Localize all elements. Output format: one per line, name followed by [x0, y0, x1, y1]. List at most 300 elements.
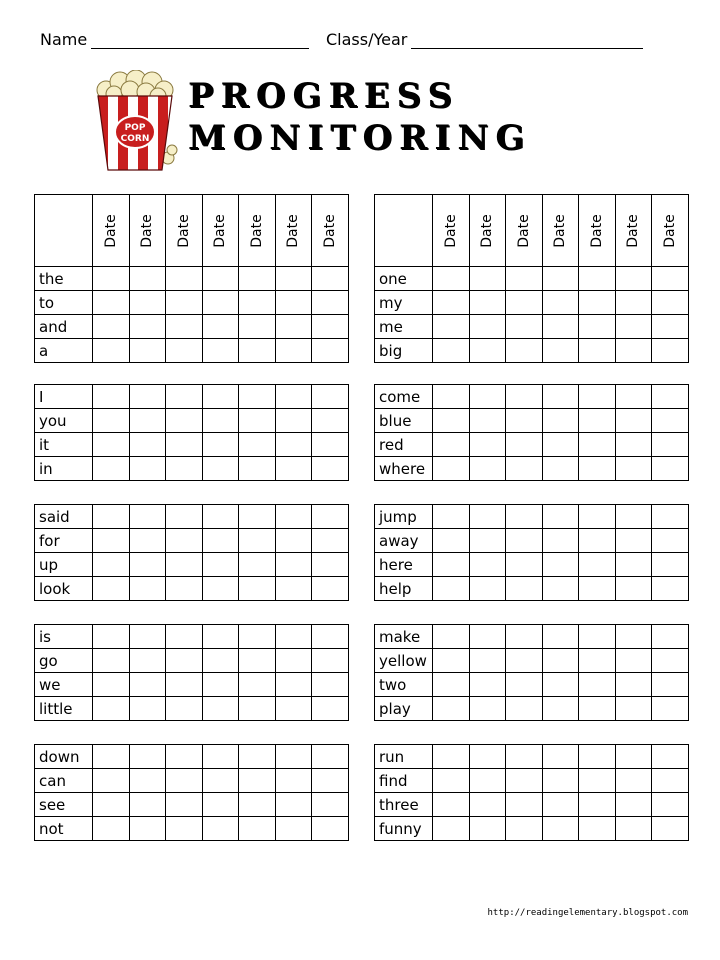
date-check-cell[interactable]: [93, 673, 130, 697]
date-check-cell[interactable]: [239, 673, 276, 697]
date-check-cell[interactable]: [312, 385, 349, 409]
date-check-cell[interactable]: [166, 409, 203, 433]
right-column-table-5: [374, 744, 689, 841]
date-check-cell[interactable]: [166, 745, 203, 769]
date-check-cell[interactable]: [579, 817, 616, 841]
date-check-cell[interactable]: [652, 745, 689, 769]
date-check-cell[interactable]: [93, 433, 130, 457]
date-check-cell[interactable]: [542, 745, 579, 769]
title-progress: PROGRESS: [188, 76, 460, 116]
date-check-cell[interactable]: [275, 817, 312, 841]
date-check-cell[interactable]: [579, 315, 616, 339]
date-check-cell[interactable]: [275, 339, 312, 363]
date-check-cell[interactable]: [312, 505, 349, 529]
date-check-cell[interactable]: [239, 649, 276, 673]
date-check-cell[interactable]: [129, 385, 166, 409]
date-check-cell[interactable]: [542, 625, 579, 649]
date-check-cell[interactable]: [312, 577, 349, 601]
date-check-cell[interactable]: [652, 673, 689, 697]
date-check-cell[interactable]: [275, 553, 312, 577]
date-check-cell[interactable]: [615, 649, 652, 673]
date-check-cell[interactable]: [312, 697, 349, 721]
date-check-cell[interactable]: [506, 745, 543, 769]
date-check-cell[interactable]: [202, 505, 239, 529]
date-check-cell[interactable]: [312, 649, 349, 673]
date-check-cell[interactable]: [93, 577, 130, 601]
date-check-cell[interactable]: [93, 267, 130, 291]
date-check-cell[interactable]: [129, 409, 166, 433]
date-check-cell[interactable]: [202, 793, 239, 817]
date-check-cell[interactable]: [239, 529, 276, 553]
date-check-cell[interactable]: [652, 577, 689, 601]
date-check-cell[interactable]: [166, 553, 203, 577]
date-check-cell[interactable]: [469, 673, 506, 697]
class-year-line[interactable]: [411, 32, 643, 49]
date-check-cell[interactable]: [579, 433, 616, 457]
date-check-cell[interactable]: [542, 291, 579, 315]
date-check-cell[interactable]: [93, 339, 130, 363]
date-check-cell[interactable]: [615, 457, 652, 481]
date-check-cell[interactable]: [652, 339, 689, 363]
date-check-cell[interactable]: [579, 649, 616, 673]
date-check-cell[interactable]: [275, 529, 312, 553]
date-check-cell[interactable]: [129, 553, 166, 577]
date-check-cell[interactable]: [202, 315, 239, 339]
date-check-cell[interactable]: [312, 267, 349, 291]
date-check-cell[interactable]: [615, 625, 652, 649]
date-check-cell[interactable]: [542, 457, 579, 481]
date-check-cell[interactable]: [93, 385, 130, 409]
date-check-cell[interactable]: [93, 409, 130, 433]
date-check-cell[interactable]: [202, 267, 239, 291]
date-check-cell[interactable]: [129, 315, 166, 339]
date-check-cell[interactable]: [433, 291, 470, 315]
date-check-cell[interactable]: [469, 577, 506, 601]
date-check-cell[interactable]: [312, 315, 349, 339]
date-check-cell[interactable]: [542, 529, 579, 553]
date-check-cell[interactable]: [433, 697, 470, 721]
date-check-cell[interactable]: [615, 673, 652, 697]
date-check-cell[interactable]: [239, 505, 276, 529]
date-check-cell[interactable]: [506, 291, 543, 315]
date-check-cell[interactable]: [129, 817, 166, 841]
date-check-cell[interactable]: [275, 625, 312, 649]
date-check-cell[interactable]: [239, 817, 276, 841]
date-check-cell[interactable]: [506, 505, 543, 529]
date-check-cell[interactable]: [129, 291, 166, 315]
name-line[interactable]: [91, 32, 309, 49]
date-check-cell[interactable]: [433, 577, 470, 601]
date-check-cell[interactable]: [166, 769, 203, 793]
date-check-cell[interactable]: [506, 673, 543, 697]
date-check-cell[interactable]: [615, 577, 652, 601]
date-check-cell[interactable]: [275, 769, 312, 793]
date-check-cell[interactable]: [469, 339, 506, 363]
date-check-cell[interactable]: [312, 553, 349, 577]
date-check-cell[interactable]: [202, 673, 239, 697]
date-check-cell[interactable]: [579, 529, 616, 553]
date-check-cell[interactable]: [652, 267, 689, 291]
date-check-cell[interactable]: [579, 339, 616, 363]
date-check-cell[interactable]: [166, 529, 203, 553]
date-check-cell[interactable]: [615, 291, 652, 315]
date-check-cell[interactable]: [275, 793, 312, 817]
date-check-cell[interactable]: [469, 267, 506, 291]
date-check-cell[interactable]: [93, 769, 130, 793]
date-check-cell[interactable]: [615, 315, 652, 339]
date-check-cell[interactable]: [129, 769, 166, 793]
date-check-cell[interactable]: [312, 409, 349, 433]
date-check-cell[interactable]: [275, 745, 312, 769]
date-check-cell[interactable]: [275, 649, 312, 673]
date-check-cell[interactable]: [433, 267, 470, 291]
date-check-cell[interactable]: [239, 625, 276, 649]
date-check-cell[interactable]: [542, 315, 579, 339]
date-check-cell[interactable]: [433, 625, 470, 649]
date-check-cell[interactable]: [506, 339, 543, 363]
sight-word: see: [35, 793, 93, 817]
date-check-cell[interactable]: [652, 409, 689, 433]
date-check-cell[interactable]: [129, 793, 166, 817]
date-check-cell[interactable]: [506, 625, 543, 649]
date-check-cell[interactable]: [166, 625, 203, 649]
date-check-cell[interactable]: [93, 291, 130, 315]
date-check-cell[interactable]: [469, 553, 506, 577]
date-check-cell[interactable]: [129, 625, 166, 649]
date-check-cell[interactable]: [433, 553, 470, 577]
date-check-cell[interactable]: [433, 315, 470, 339]
date-check-cell[interactable]: [129, 577, 166, 601]
date-check-cell[interactable]: [652, 625, 689, 649]
date-check-cell[interactable]: [239, 339, 276, 363]
date-check-cell[interactable]: [469, 529, 506, 553]
date-check-cell[interactable]: [166, 267, 203, 291]
date-check-cell[interactable]: [433, 817, 470, 841]
date-check-cell[interactable]: [542, 577, 579, 601]
word-row: [375, 817, 689, 841]
date-check-cell[interactable]: [202, 409, 239, 433]
date-check-cell[interactable]: [652, 817, 689, 841]
date-check-cell[interactable]: [93, 553, 130, 577]
date-check-cell[interactable]: [469, 291, 506, 315]
date-check-cell[interactable]: [433, 433, 470, 457]
date-check-cell[interactable]: [275, 315, 312, 339]
date-check-cell[interactable]: [469, 315, 506, 339]
date-check-cell[interactable]: [542, 673, 579, 697]
date-check-cell[interactable]: [275, 267, 312, 291]
date-check-cell[interactable]: [239, 385, 276, 409]
date-check-cell[interactable]: [202, 433, 239, 457]
sight-word: jump: [375, 505, 433, 529]
date-check-cell[interactable]: [469, 505, 506, 529]
date-check-cell[interactable]: [652, 315, 689, 339]
date-check-cell[interactable]: [202, 745, 239, 769]
class-year-field[interactable]: [326, 30, 643, 49]
date-check-cell[interactable]: [469, 649, 506, 673]
date-check-cell[interactable]: [312, 745, 349, 769]
date-check-cell[interactable]: [469, 433, 506, 457]
date-check-cell[interactable]: [166, 433, 203, 457]
date-check-cell[interactable]: [542, 385, 579, 409]
date-check-cell[interactable]: [615, 505, 652, 529]
date-check-cell[interactable]: [166, 697, 203, 721]
date-check-cell[interactable]: [615, 529, 652, 553]
date-check-cell[interactable]: [579, 553, 616, 577]
date-check-cell[interactable]: [433, 649, 470, 673]
date-check-cell[interactable]: [469, 385, 506, 409]
date-check-cell[interactable]: [129, 457, 166, 481]
date-check-cell[interactable]: [239, 793, 276, 817]
date-check-cell[interactable]: [239, 457, 276, 481]
date-check-cell[interactable]: [506, 385, 543, 409]
date-check-cell[interactable]: [506, 267, 543, 291]
date-check-cell[interactable]: [579, 409, 616, 433]
date-check-cell[interactable]: [312, 291, 349, 315]
date-check-cell[interactable]: [312, 793, 349, 817]
date-check-cell[interactable]: [615, 267, 652, 291]
date-check-cell[interactable]: [239, 697, 276, 721]
date-check-cell[interactable]: [202, 649, 239, 673]
date-check-cell[interactable]: [469, 457, 506, 481]
date-check-cell[interactable]: [615, 745, 652, 769]
date-check-cell[interactable]: [542, 769, 579, 793]
date-check-cell[interactable]: [506, 769, 543, 793]
date-check-cell[interactable]: [542, 817, 579, 841]
date-check-cell[interactable]: [202, 553, 239, 577]
date-check-cell[interactable]: [579, 267, 616, 291]
date-check-cell[interactable]: [202, 385, 239, 409]
date-check-cell[interactable]: [166, 649, 203, 673]
date-check-cell[interactable]: [542, 649, 579, 673]
date-check-cell[interactable]: [129, 339, 166, 363]
date-check-cell[interactable]: [312, 625, 349, 649]
date-check-cell[interactable]: [129, 267, 166, 291]
date-check-cell[interactable]: [239, 577, 276, 601]
date-check-cell[interactable]: [433, 505, 470, 529]
sight-word: look: [35, 577, 93, 601]
date-check-cell[interactable]: [239, 291, 276, 315]
date-check-cell[interactable]: [579, 793, 616, 817]
date-check-cell[interactable]: [652, 769, 689, 793]
date-check-cell[interactable]: [652, 457, 689, 481]
date-check-cell[interactable]: [506, 409, 543, 433]
date-check-cell[interactable]: [275, 505, 312, 529]
date-check-cell[interactable]: [93, 505, 130, 529]
date-check-cell[interactable]: [166, 315, 203, 339]
date-check-cell[interactable]: [166, 817, 203, 841]
date-check-cell[interactable]: [433, 769, 470, 793]
date-check-cell[interactable]: [615, 339, 652, 363]
date-check-cell[interactable]: [579, 625, 616, 649]
date-check-cell[interactable]: [615, 769, 652, 793]
date-check-cell[interactable]: [239, 745, 276, 769]
date-check-cell[interactable]: [506, 577, 543, 601]
date-check-cell[interactable]: [506, 793, 543, 817]
sight-word: where: [375, 457, 433, 481]
date-check-cell[interactable]: [579, 385, 616, 409]
date-check-cell[interactable]: [506, 529, 543, 553]
date-check-cell[interactable]: [542, 697, 579, 721]
date-check-cell[interactable]: [202, 291, 239, 315]
date-check-cell[interactable]: [202, 529, 239, 553]
date-check-cell[interactable]: [652, 697, 689, 721]
date-check-cell[interactable]: [433, 339, 470, 363]
date-check-cell[interactable]: [433, 745, 470, 769]
date-check-cell[interactable]: [615, 409, 652, 433]
date-check-cell[interactable]: [433, 457, 470, 481]
word-row: [35, 339, 349, 363]
date-check-cell[interactable]: [506, 817, 543, 841]
date-check-cell[interactable]: [579, 697, 616, 721]
date-check-cell[interactable]: [615, 553, 652, 577]
date-check-cell[interactable]: [433, 793, 470, 817]
date-check-cell[interactable]: [166, 673, 203, 697]
date-check-cell[interactable]: [166, 793, 203, 817]
date-check-cell[interactable]: [239, 409, 276, 433]
sight-word: and: [35, 315, 93, 339]
word-row: [375, 339, 689, 363]
date-check-cell[interactable]: [166, 577, 203, 601]
date-check-cell[interactable]: [469, 625, 506, 649]
date-check-cell[interactable]: [93, 697, 130, 721]
date-check-cell[interactable]: [129, 745, 166, 769]
date-check-cell[interactable]: [433, 409, 470, 433]
date-check-cell[interactable]: [312, 817, 349, 841]
date-check-cell[interactable]: [469, 409, 506, 433]
date-check-cell[interactable]: [469, 793, 506, 817]
date-check-cell[interactable]: [652, 649, 689, 673]
date-check-cell[interactable]: [506, 553, 543, 577]
date-check-cell[interactable]: [166, 291, 203, 315]
date-check-cell[interactable]: [202, 769, 239, 793]
date-check-cell[interactable]: [93, 649, 130, 673]
date-check-cell[interactable]: [652, 385, 689, 409]
date-check-cell[interactable]: [652, 529, 689, 553]
date-check-cell[interactable]: [93, 745, 130, 769]
date-check-cell[interactable]: [239, 433, 276, 457]
sight-word: blue: [375, 409, 433, 433]
date-check-cell[interactable]: [202, 457, 239, 481]
sight-word: make: [375, 625, 433, 649]
date-check-cell[interactable]: [615, 385, 652, 409]
date-check-cell[interactable]: [129, 697, 166, 721]
date-check-cell[interactable]: [93, 315, 130, 339]
date-check-cell[interactable]: [93, 625, 130, 649]
date-check-cell[interactable]: [579, 745, 616, 769]
date-check-cell[interactable]: [542, 553, 579, 577]
date-check-cell[interactable]: [312, 769, 349, 793]
date-check-cell[interactable]: [652, 505, 689, 529]
date-check-cell[interactable]: [202, 625, 239, 649]
word-row: [375, 457, 689, 481]
date-check-cell[interactable]: [506, 649, 543, 673]
date-check-cell[interactable]: [202, 577, 239, 601]
date-check-cell[interactable]: [93, 793, 130, 817]
date-check-cell[interactable]: [542, 793, 579, 817]
date-check-cell[interactable]: [275, 457, 312, 481]
date-check-cell[interactable]: [506, 433, 543, 457]
date-check-cell[interactable]: [275, 577, 312, 601]
date-check-cell[interactable]: [129, 649, 166, 673]
sight-word: a: [35, 339, 93, 363]
date-check-cell[interactable]: [275, 673, 312, 697]
date-check-cell[interactable]: [579, 457, 616, 481]
date-check-cell[interactable]: [579, 291, 616, 315]
date-check-cell[interactable]: [652, 553, 689, 577]
date-check-cell[interactable]: [129, 505, 166, 529]
date-check-cell[interactable]: [506, 315, 543, 339]
date-check-cell[interactable]: [166, 505, 203, 529]
date-check-cell[interactable]: [469, 817, 506, 841]
date-check-cell[interactable]: [579, 577, 616, 601]
date-check-cell[interactable]: [579, 769, 616, 793]
date-check-cell[interactable]: [469, 697, 506, 721]
date-check-cell[interactable]: [129, 529, 166, 553]
date-check-cell[interactable]: [469, 769, 506, 793]
date-check-cell[interactable]: [469, 745, 506, 769]
date-check-cell[interactable]: [579, 673, 616, 697]
date-check-cell[interactable]: [312, 433, 349, 457]
date-check-cell[interactable]: [202, 697, 239, 721]
name-field[interactable]: [40, 30, 309, 49]
date-check-cell[interactable]: [652, 433, 689, 457]
date-check-cell[interactable]: [93, 529, 130, 553]
date-check-cell[interactable]: [615, 697, 652, 721]
date-check-cell[interactable]: [579, 505, 616, 529]
date-check-cell[interactable]: [275, 409, 312, 433]
date-check-cell[interactable]: [129, 673, 166, 697]
date-check-cell[interactable]: [542, 433, 579, 457]
date-check-cell[interactable]: [312, 529, 349, 553]
date-check-cell[interactable]: [239, 769, 276, 793]
date-check-cell[interactable]: [542, 339, 579, 363]
date-check-cell[interactable]: [542, 505, 579, 529]
date-check-cell[interactable]: [166, 457, 203, 481]
date-check-cell[interactable]: [275, 291, 312, 315]
date-check-cell[interactable]: [166, 385, 203, 409]
date-check-cell[interactable]: [239, 267, 276, 291]
date-check-cell[interactable]: [542, 409, 579, 433]
word-row: [375, 553, 689, 577]
date-check-cell[interactable]: [312, 339, 349, 363]
date-check-cell[interactable]: [615, 817, 652, 841]
date-check-cell[interactable]: [433, 529, 470, 553]
date-check-cell[interactable]: [239, 315, 276, 339]
date-check-cell[interactable]: [433, 385, 470, 409]
date-check-cell[interactable]: [202, 817, 239, 841]
date-check-cell[interactable]: [129, 433, 166, 457]
date-check-cell[interactable]: [652, 291, 689, 315]
date-check-cell[interactable]: [275, 697, 312, 721]
date-check-cell[interactable]: [652, 793, 689, 817]
date-check-cell[interactable]: [239, 553, 276, 577]
date-check-cell[interactable]: [202, 339, 239, 363]
date-check-cell[interactable]: [312, 673, 349, 697]
date-check-cell[interactable]: [93, 457, 130, 481]
date-check-cell[interactable]: [433, 673, 470, 697]
date-check-cell[interactable]: [615, 793, 652, 817]
word-row: [375, 649, 689, 673]
date-check-cell[interactable]: [506, 697, 543, 721]
date-check-cell[interactable]: [615, 433, 652, 457]
date-check-cell[interactable]: [312, 457, 349, 481]
date-check-cell[interactable]: [166, 339, 203, 363]
date-check-cell[interactable]: [275, 433, 312, 457]
date-check-cell[interactable]: [275, 385, 312, 409]
date-check-cell[interactable]: [506, 457, 543, 481]
date-check-cell[interactable]: [93, 817, 130, 841]
date-check-cell[interactable]: [542, 267, 579, 291]
